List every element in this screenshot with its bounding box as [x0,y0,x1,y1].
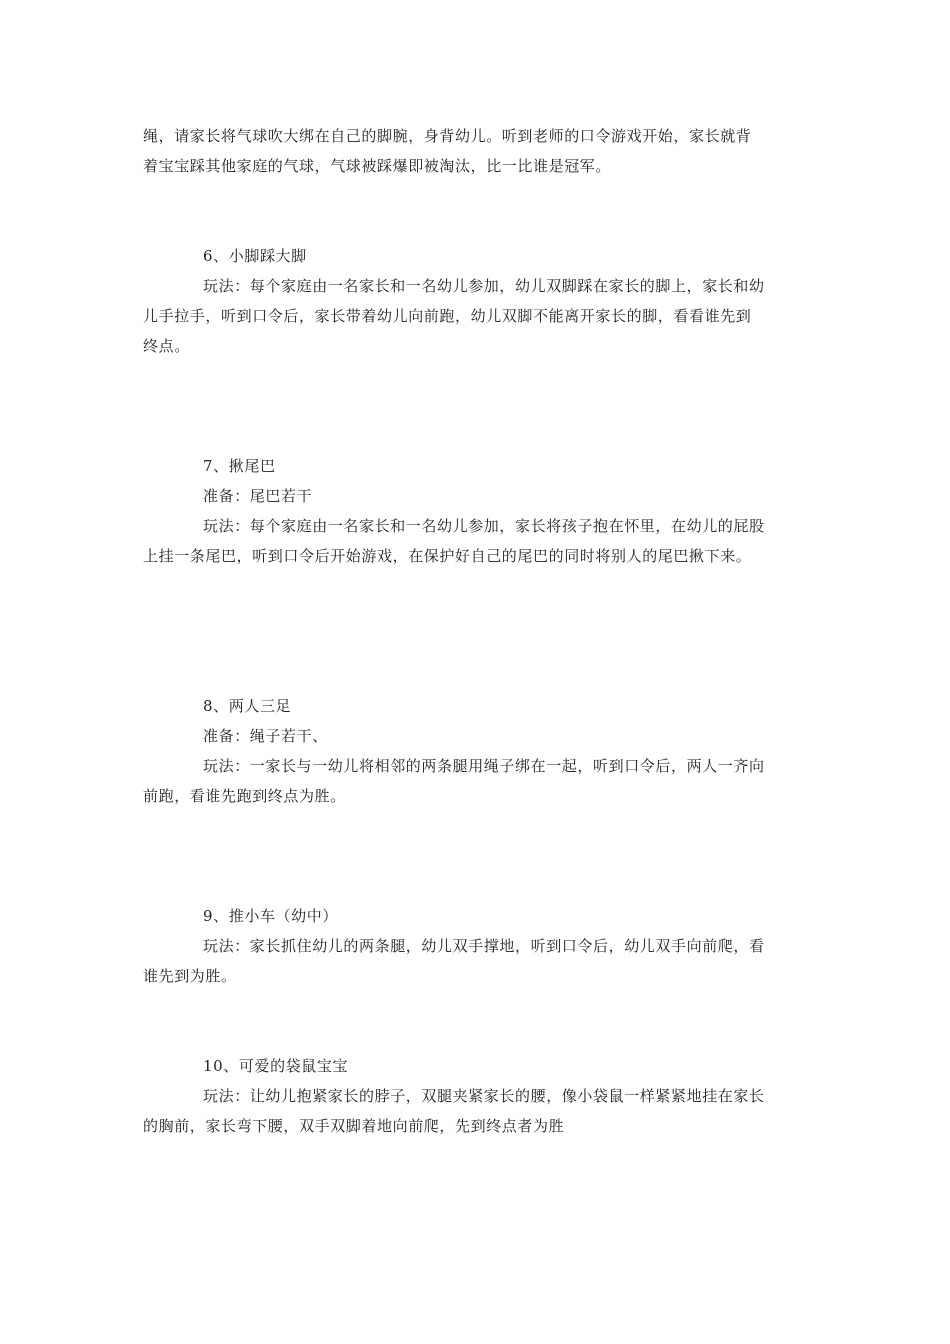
game-9-play-line-1: 玩法：家长抓住幼儿的两条腿，幼儿双手撑地，听到口令后，幼儿双手向前爬，看 [203,937,765,955]
game-9-title: 9、推小车（幼中） [203,907,338,925]
game-8-title: 8、两人三足 [203,697,292,715]
game-9-play-line-2: 谁先到为胜。 [143,967,237,985]
game-6-play-line-1: 玩法：每个家庭由一名家长和一名幼儿参加，幼儿双脚踩在家长的脚上，家长和幼 [203,277,765,295]
game-10-play-line-1: 玩法：让幼儿抱紧家长的脖子，双腿夹紧家长的腰，像小袋鼠一样紧紧地挂在家长 [203,1087,765,1105]
game-7-play-line-2: 上挂一条尾巴，听到口令后开始游戏，在保护好自己的尾巴的同时将别人的尾巴揪下来。 [143,547,752,565]
game-10-play-line-2: 的胸前，家长弯下腰，双手双脚着地向前爬，先到终点者为胜 [143,1117,565,1135]
game-7-prep: 准备：尾巴若干 [203,487,313,505]
game-7-title: 7、揪尾巴 [203,457,276,475]
game-6-title: 6、小脚踩大脚 [203,247,307,265]
game-10-title: 10、可爱的袋鼠宝宝 [203,1057,349,1075]
game-8-play-line-1: 玩法：一家长与一幼儿将相邻的两条腿用绳子绑在一起，听到口令后，两人一齐向 [203,757,765,775]
game-6-play-line-3: 终点。 [143,337,190,355]
intro-line-1: 绳，请家长将气球吹大绑在自己的脚腕，身背幼儿。听到老师的口令游戏开始，家长就背 [143,127,752,145]
game-8-play-line-2: 前跑，看谁先跑到终点为胜。 [143,787,346,805]
game-6-play-line-2: 儿手拉手，听到口令后，家长带着幼儿向前跑，幼儿双脚不能离开家长的脚，看看谁先到 [143,307,752,325]
intro-line-2: 着宝宝踩其他家庭的气球，气球被踩爆即被淘汰，比一比谁是冠军。 [143,157,612,175]
game-8-prep: 准备：绳子若干、 [203,727,328,745]
game-7-play-line-1: 玩法：每个家庭由一名家长和一名幼儿参加，家长将孩子抱在怀里，在幼儿的屁股 [203,517,765,535]
